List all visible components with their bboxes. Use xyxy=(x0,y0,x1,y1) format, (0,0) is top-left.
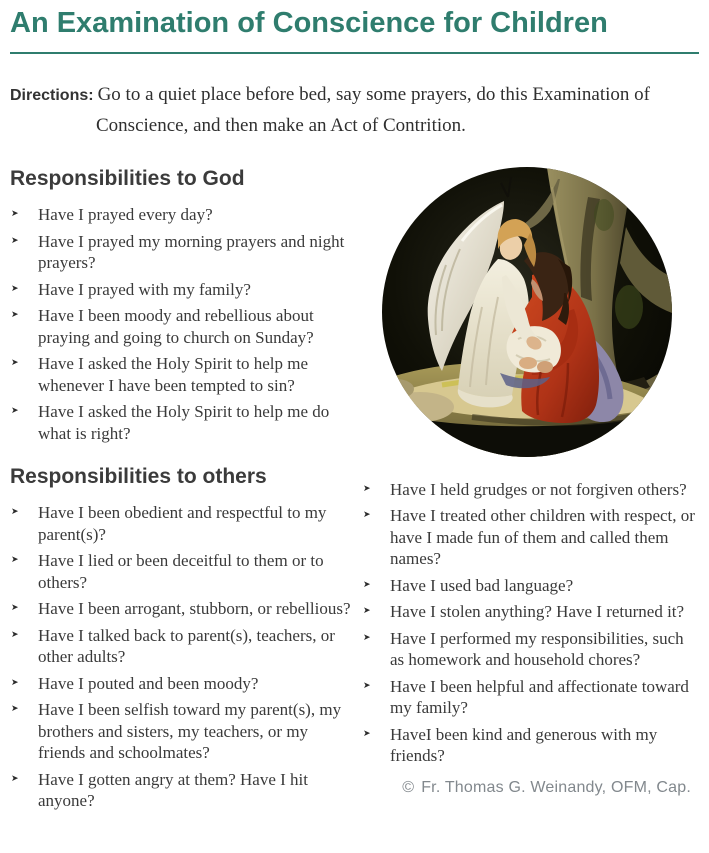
question-text: Have I prayed my morning prayers and night prayers? xyxy=(38,231,345,273)
list-item xyxy=(362,479,699,501)
arrow-bullet-icon: ➤ xyxy=(11,773,19,784)
section-others-right xyxy=(362,465,699,817)
arrow-bullet-icon: ➤ xyxy=(11,358,19,369)
title-divider xyxy=(10,52,699,54)
arrow-bullet-icon: ➤ xyxy=(363,510,371,521)
question-text: HaveI been kind and generous with my friends? xyxy=(390,724,658,766)
arrow-bullet-icon: ➤ xyxy=(11,629,19,640)
arrow-bullet-icon: ➤ xyxy=(11,555,19,566)
others-section-heading: Responsibilities to others xyxy=(10,464,267,488)
arrow-bullet-icon: ➤ xyxy=(363,680,371,691)
directions-paragraph xyxy=(10,80,699,141)
list-item xyxy=(362,575,699,597)
directions-label: Directions: xyxy=(10,86,94,104)
question-text: Have I been arrogant, stubborn, or rebellious? xyxy=(38,599,351,619)
question-text: Have I stolen anything? Have I returned it? xyxy=(390,602,685,622)
list-item xyxy=(10,598,355,620)
god-question-list xyxy=(10,204,350,444)
copyright-line xyxy=(362,779,699,797)
question-text: Have I been obedient and respectful to my parent(s)? xyxy=(38,503,327,544)
list-item xyxy=(362,724,699,767)
question-text: Have I treated other children with respect, or have I made fun of them and called them names? xyxy=(390,506,695,569)
question-text: Have I held grudges or not forgiven others? xyxy=(390,479,687,499)
section-others-left xyxy=(10,465,362,817)
list-item xyxy=(10,769,355,812)
list-item xyxy=(362,505,699,570)
document-page xyxy=(0,8,709,817)
copyright-icon: © xyxy=(402,778,415,796)
section-god xyxy=(10,167,382,457)
arrow-bullet-icon: ➤ xyxy=(11,406,19,417)
question-text: Have I asked the Holy Spirit to help me whenever I have been tempted to sin? xyxy=(38,354,309,395)
question-text: Have I pouted and been moody? xyxy=(38,673,259,693)
arrow-bullet-icon: ➤ xyxy=(363,632,371,643)
list-item xyxy=(362,676,699,719)
question-text: Have I talked back to parent(s), teachers, or other adults? xyxy=(38,625,335,667)
list-item xyxy=(10,353,350,396)
arrow-bullet-icon: ➤ xyxy=(363,728,371,739)
list-item xyxy=(10,550,355,593)
arrow-bullet-icon: ➤ xyxy=(11,283,19,294)
question-text: Have I prayed every day? xyxy=(38,205,213,225)
section-others-row xyxy=(10,465,699,817)
arrow-bullet-icon: ➤ xyxy=(11,507,19,518)
arrow-bullet-icon: ➤ xyxy=(11,603,19,614)
arrow-bullet-icon: ➤ xyxy=(363,579,371,590)
page-title: An Examination of Conscience for Children xyxy=(10,7,608,39)
question-text: Have I performed my responsibilities, such as homework and household chores? xyxy=(390,628,684,670)
arrow-bullet-icon: ➤ xyxy=(11,704,19,715)
list-item xyxy=(10,699,355,764)
arrow-bullet-icon: ➤ xyxy=(363,483,371,494)
list-item xyxy=(10,305,350,348)
list-item xyxy=(362,601,699,623)
list-item xyxy=(10,401,350,444)
list-item xyxy=(10,231,350,274)
question-text: Have I been moody and rebellious about praying and going to church on Sunday? xyxy=(38,306,314,347)
question-text: Have I been selfish toward my parent(s), my brothers and sisters, my teachers, or my friends and schoolmates? xyxy=(38,700,342,763)
question-text: Have I been helpful and affectionate toward my family? xyxy=(390,676,689,718)
list-item xyxy=(10,502,355,545)
arrow-bullet-icon: ➤ xyxy=(11,209,19,220)
others-question-list-right xyxy=(362,479,699,767)
arrow-bullet-icon: ➤ xyxy=(11,677,19,688)
question-text: Have I prayed with my family? xyxy=(38,279,251,299)
directions-text: Go to a quiet place before bed, say some prayers, do this Examination of Conscience, and then make an Act of Contrition. xyxy=(96,83,650,136)
question-text: Have I asked the Holy Spirit to help me do what is right? xyxy=(38,402,330,443)
list-item xyxy=(10,279,350,301)
others-question-list-left xyxy=(10,502,355,812)
question-text: Have I used bad language? xyxy=(390,575,574,595)
copyright-text: Fr. Thomas G. Weinandy, OFM, Cap. xyxy=(421,778,691,796)
list-item xyxy=(10,204,350,226)
question-text: Have I lied or been deceitful to them or to others? xyxy=(38,551,324,592)
god-section-heading: Responsibilities to God xyxy=(10,166,245,190)
list-item xyxy=(10,625,355,668)
arrow-bullet-icon: ➤ xyxy=(11,310,19,321)
question-text: Have I gotten angry at them? Have I hit anyone? xyxy=(38,769,309,811)
arrow-bullet-icon: ➤ xyxy=(363,606,371,617)
section-god-row xyxy=(10,167,699,457)
gethsemane-image xyxy=(382,167,672,457)
list-item xyxy=(10,673,355,695)
arrow-bullet-icon: ➤ xyxy=(11,235,19,246)
list-item xyxy=(362,628,699,671)
